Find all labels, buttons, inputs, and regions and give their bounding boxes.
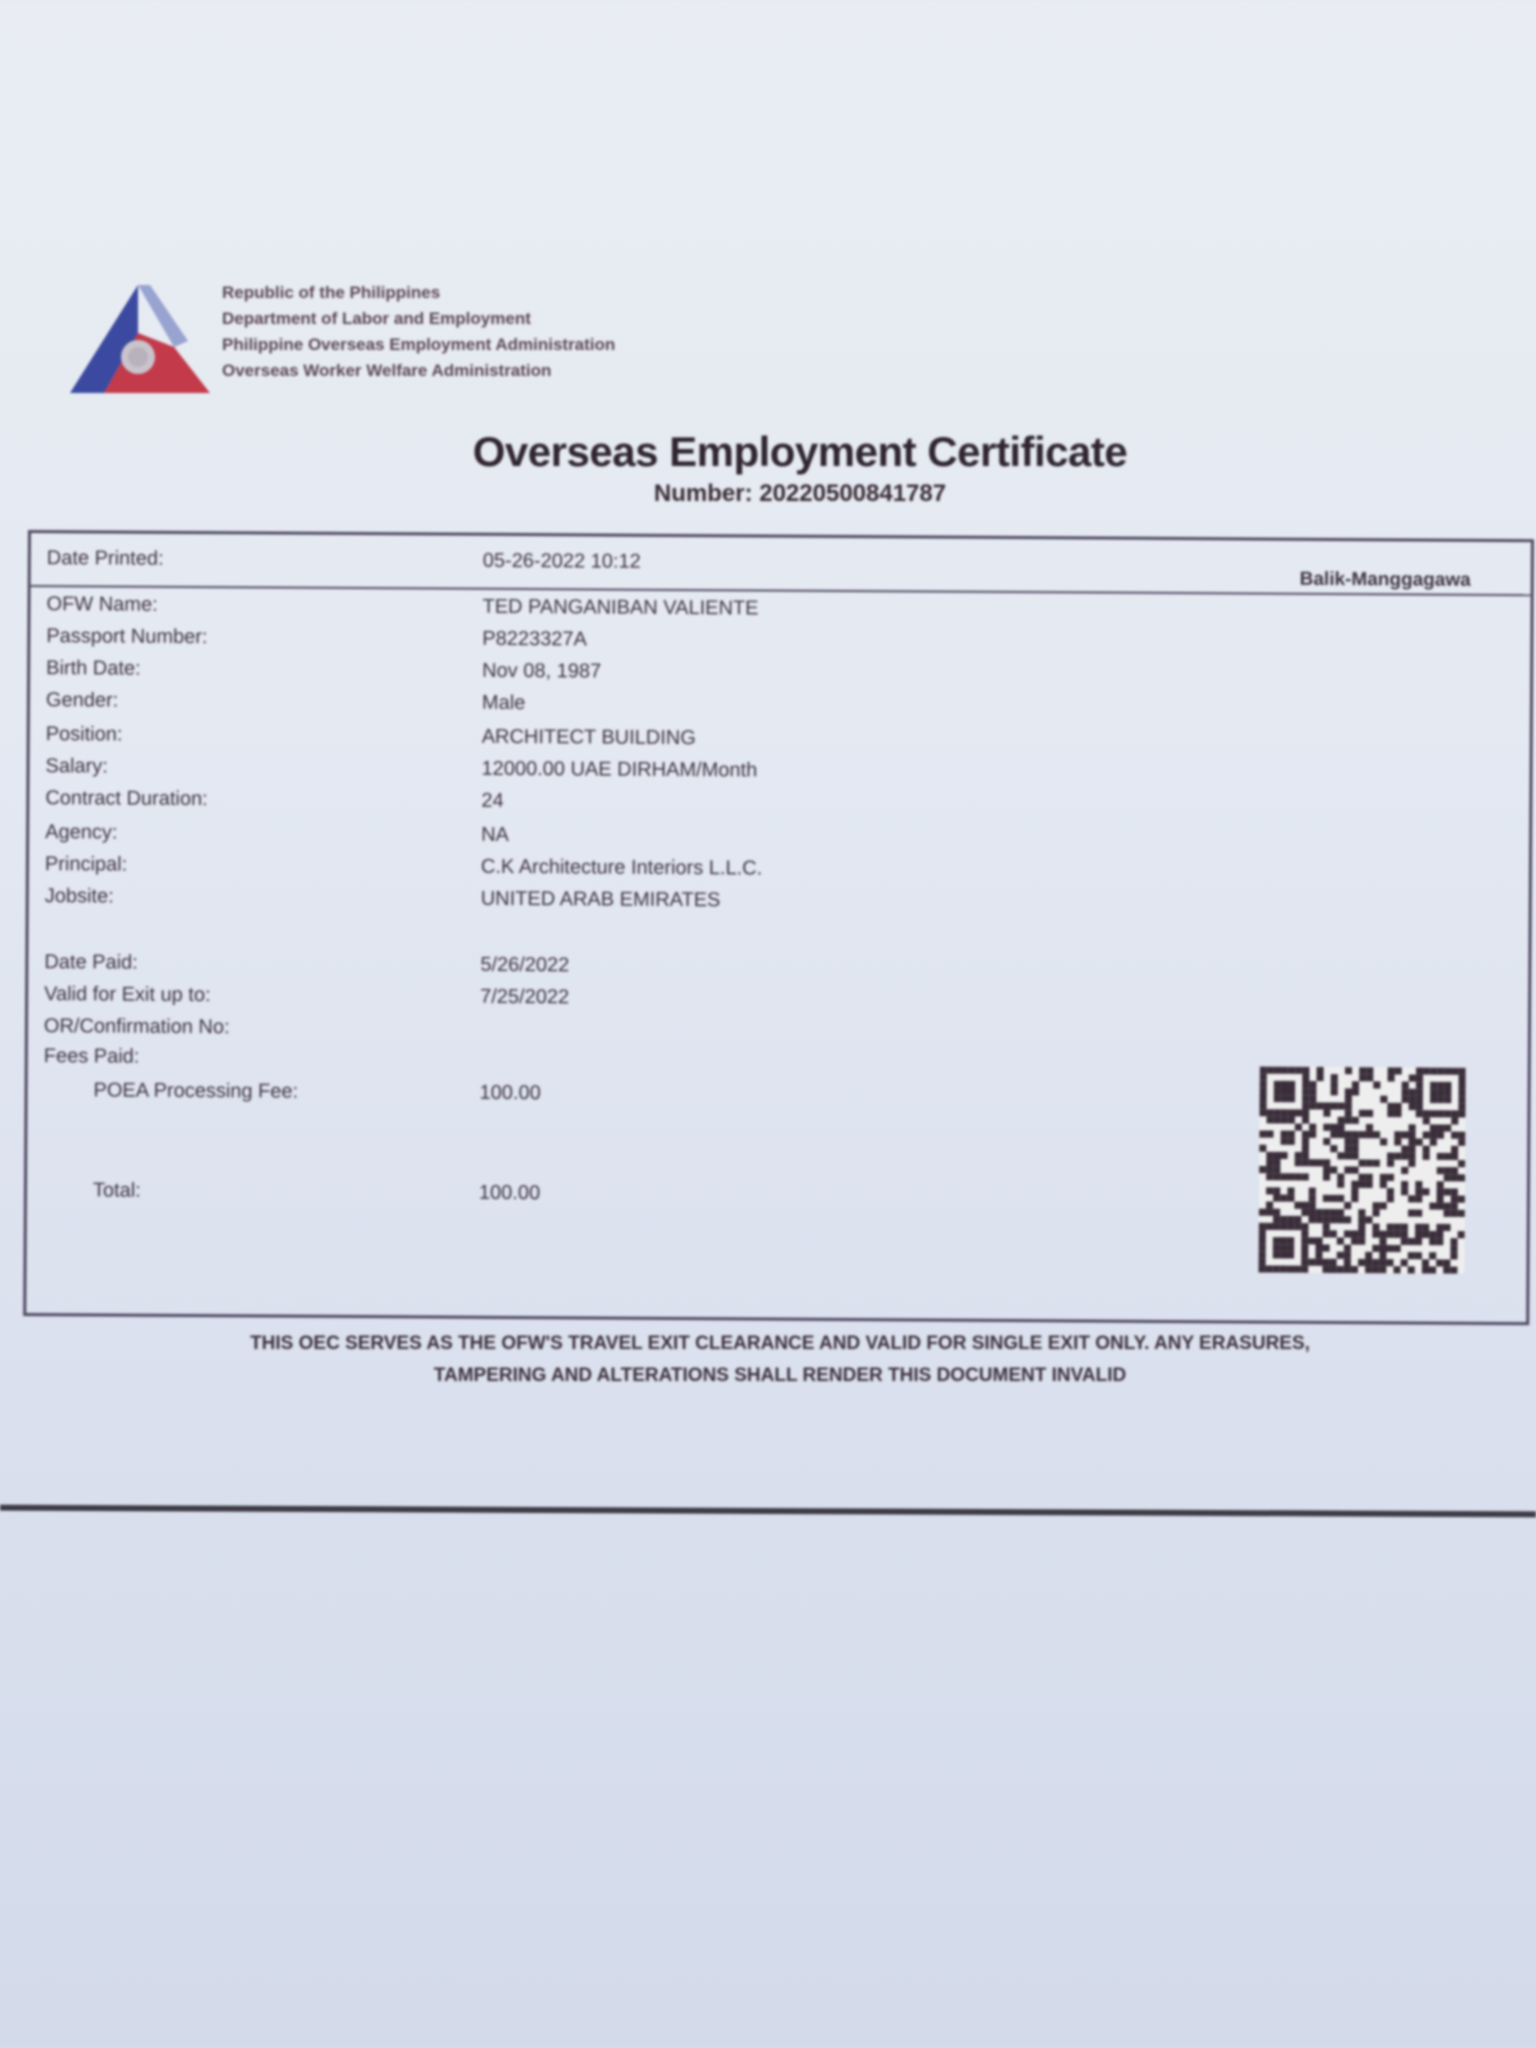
field-label-position: Position: — [45, 723, 123, 746]
field-value-ofw-name: TED PANGANIBAN VALIENTE — [482, 595, 759, 620]
field-value-passport: P8223327A — [482, 627, 587, 651]
field-value-date-printed: 05-26-2022 10:12 — [482, 549, 641, 573]
field-value-contract-duration: 24 — [481, 789, 504, 812]
field-label-passport: Passport Number: — [46, 625, 208, 649]
field-value-salary: 12000.00 UAE DIRHAM/Month — [481, 757, 758, 782]
agency-line-republic: Republic of the Philippines — [222, 283, 441, 302]
field-label-date-printed: Date Printed: — [46, 547, 164, 570]
footer-notice-line-2: TAMPERING AND ALTERATIONS SHALL RENDER THIS DOCUMENT INVALID — [433, 1365, 1127, 1386]
qr-code-icon — [1258, 1067, 1465, 1274]
field-label-agency: Agency: — [45, 821, 118, 844]
field-label-contract-duration: Contract Duration: — [45, 787, 208, 811]
field-value-agency: NA — [481, 823, 510, 846]
field-value-date-paid: 5/26/2022 — [480, 953, 570, 977]
field-label-or-confirmation: OR/Confirmation No: — [43, 1015, 230, 1039]
field-label-total: Total: — [92, 1179, 141, 1202]
field-value-valid-exit: 7/25/2022 — [480, 985, 570, 1009]
certificate-number: Number: 20220500841787 — [653, 480, 947, 507]
certificate-title: Overseas Employment Certificate — [472, 428, 1128, 475]
field-label-principal: Principal: — [44, 853, 128, 876]
field-value-gender: Male — [481, 691, 526, 715]
field-label-date-paid: Date Paid: — [44, 951, 138, 974]
field-value-processing-fee: 100.00 — [479, 1081, 541, 1105]
field-label-gender: Gender: — [45, 689, 119, 712]
field-label-processing-fee: POEA Processing Fee: — [93, 1079, 299, 1103]
agency-header — [222, 280, 615, 384]
footer-notice-line-1: THIS OEC SERVES AS THE OFW'S TRAVEL EXIT CLEARANCE AND VALID FOR SINGLE EXIT ONLY. ANY ERASURES, — [250, 1333, 1310, 1354]
field-label-salary: Salary: — [45, 755, 108, 778]
field-value-jobsite: UNITED ARAB EMIRATES — [480, 887, 721, 912]
agency-line-poea: Philippine Overseas Employment Administration — [222, 335, 616, 354]
page-edge-divider — [0, 1505, 1536, 1518]
field-label-jobsite: Jobsite: — [44, 885, 114, 908]
field-label-ofw-name: OFW Name: — [46, 593, 158, 616]
field-label-valid-exit: Valid for Exit up to: — [44, 983, 211, 1007]
field-label-fees-paid: Fees Paid: — [43, 1045, 140, 1068]
agency-line-dole: Department of Labor and Employment — [222, 309, 531, 328]
agency-line-owwa: Overseas Worker Welfare Administration — [222, 361, 552, 380]
field-value-position: ARCHITECT BUILDING — [481, 725, 696, 750]
field-value-total: 100.00 — [478, 1181, 541, 1205]
field-label-birth-date: Birth Date: — [46, 657, 141, 680]
field-value-birth-date: Nov 08, 1987 — [482, 659, 602, 683]
poea-logo-icon — [70, 285, 210, 400]
field-value-principal: C.K Architecture Interiors L.L.C. — [480, 855, 763, 880]
certificate-details-box — [23, 530, 1534, 1325]
category-badge: Balik-Manggagawa — [1299, 568, 1471, 591]
